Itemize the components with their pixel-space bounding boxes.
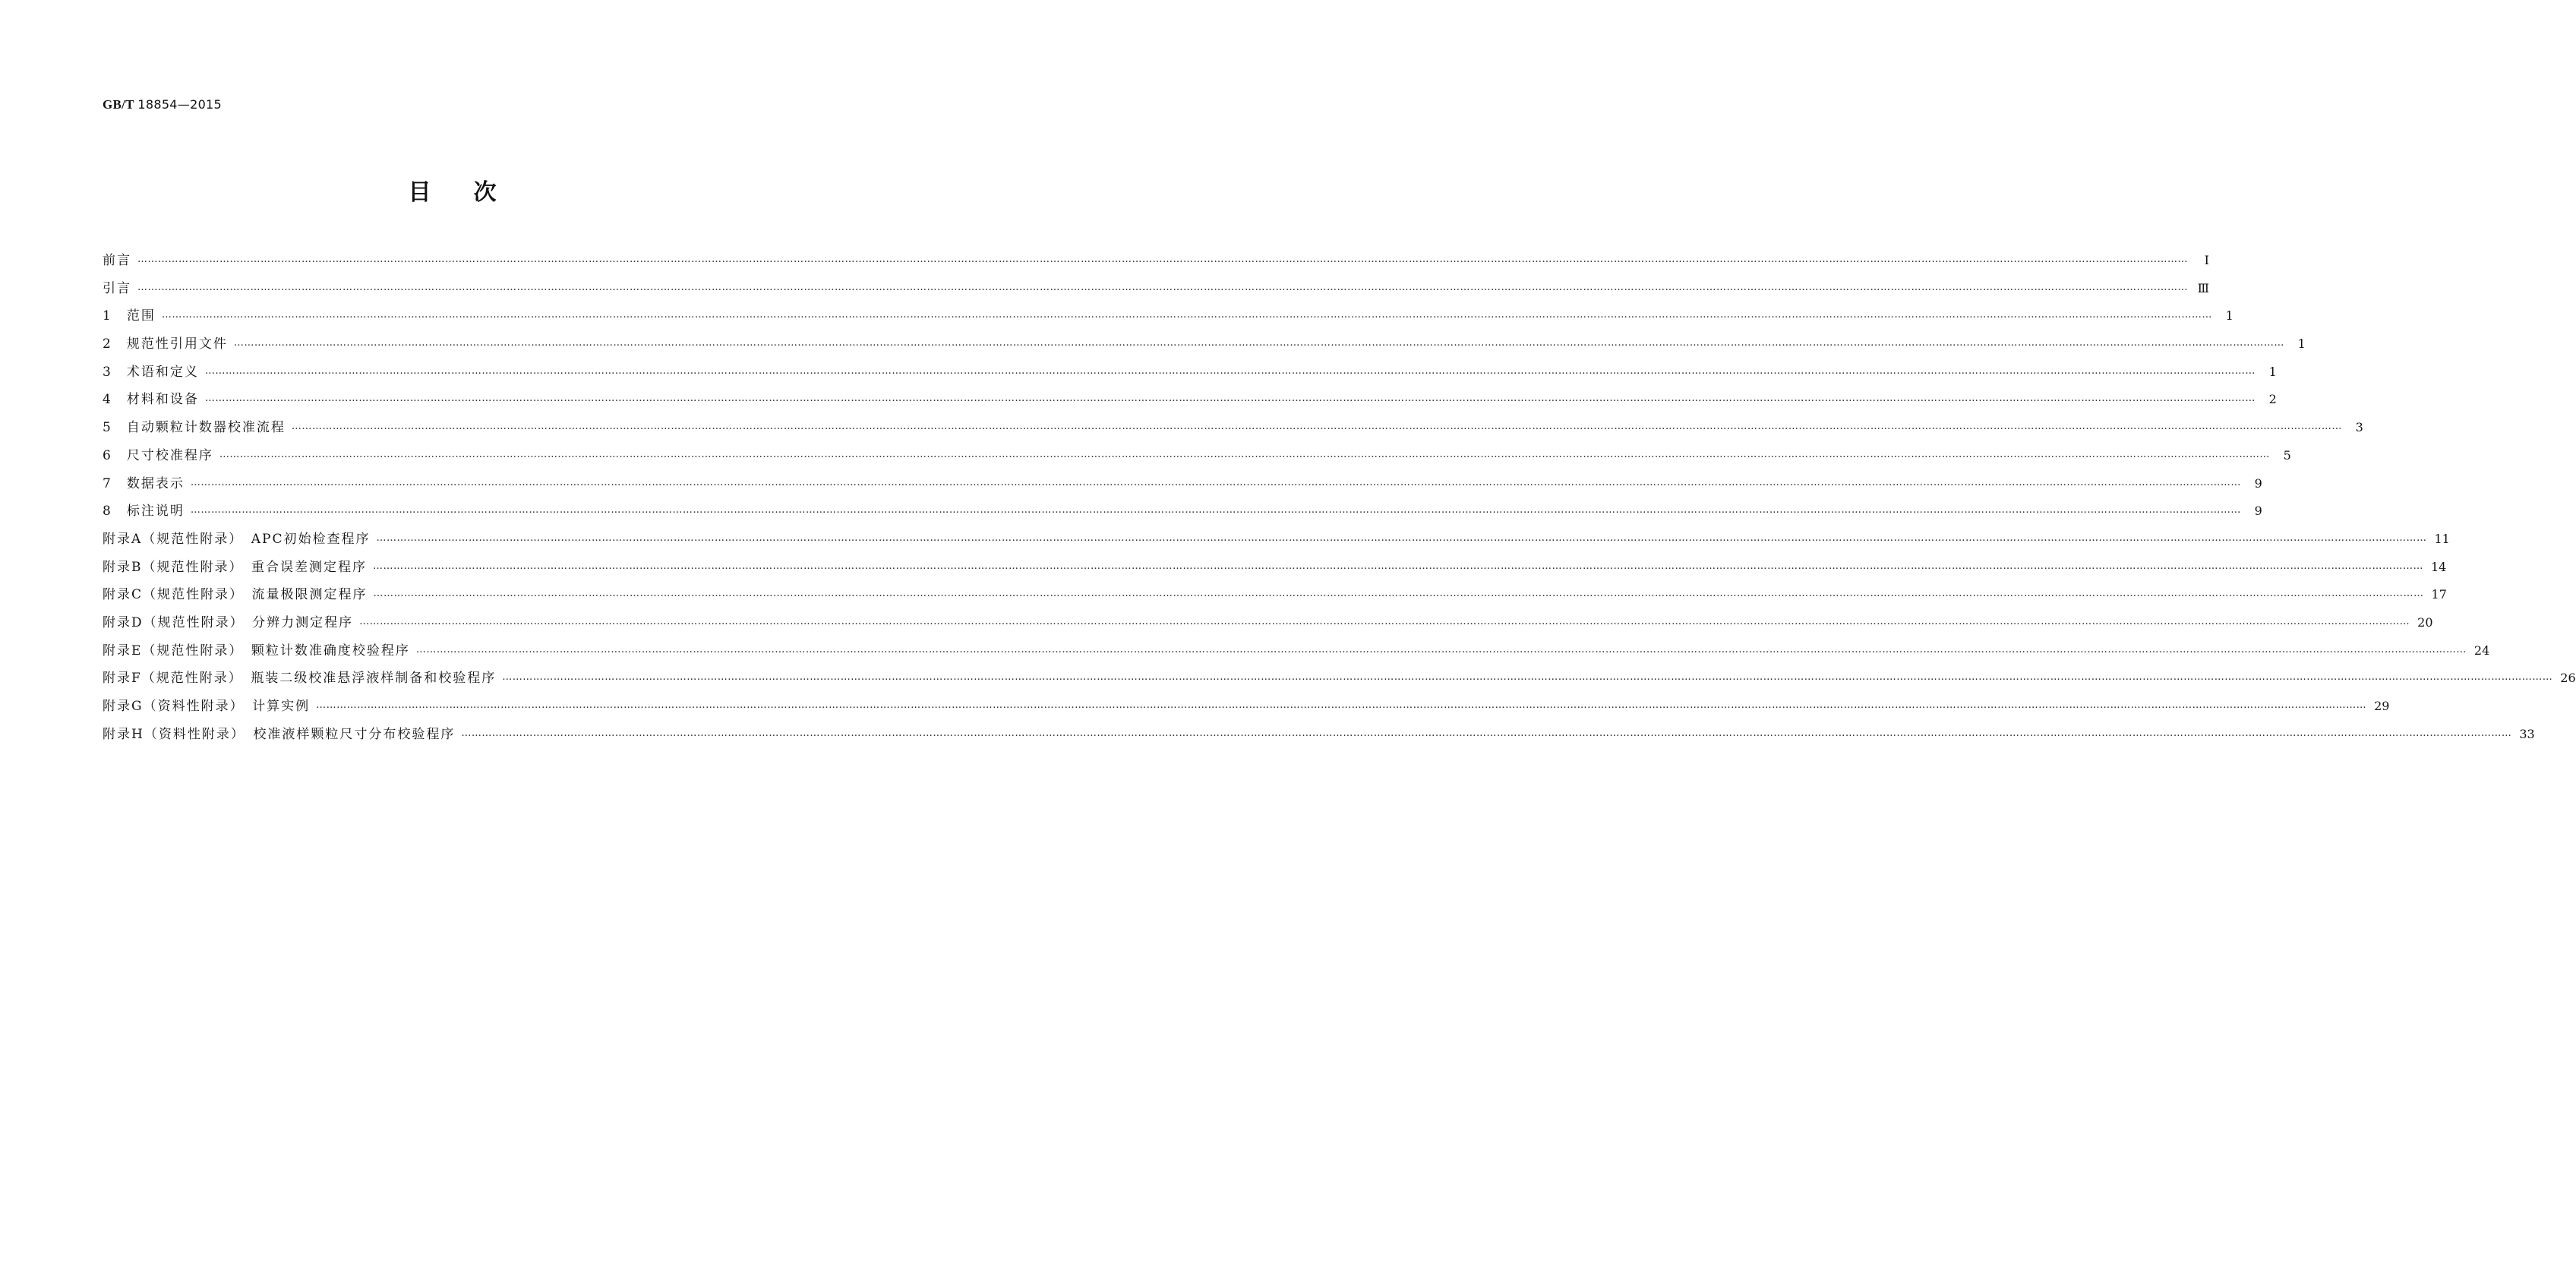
toc-entry-page-number: 17 — [2431, 587, 2447, 602]
toc-entry-label: 附录F（规范性附录） 瓶装二级校准悬浮液样制备和校验程序 — [103, 671, 497, 687]
toc-dot-leader: …………………………………………………………………………………………………………………………………………………………………………………………………………………………………………………………………………………………………………………………………………………………………………………………………………………………………………………………………………………………………………………………………………………… — [376, 532, 2427, 544]
toc-dot-leader: …………………………………………………………………………………………………………………………………………………………………………………………………………………………………………………………………………………………………………………………………………………………………………………………………………………………………………………………………………………………………………………………………………………… — [204, 365, 2256, 377]
toc-entry-label: 8 标注说明 — [103, 504, 185, 519]
toc-entry[interactable] — [103, 640, 2490, 668]
toc-entry-page-number: 29 — [2374, 699, 2390, 713]
toc-entry-label: 前言 — [103, 253, 131, 268]
toc-dot-leader: …………………………………………………………………………………………………………………………………………………………………………………………………………………………………………………………………………………………………………………………………………………………………………………………………………………………………………………………………………………………………………………………………………………… — [415, 643, 2467, 655]
toc-dot-leader: …………………………………………………………………………………………………………………………………………………………………………………………………………………………………………………………………………………………………………………………………………………………………………………………………………………………………………………………………………………………………………………………………………………… — [190, 504, 2241, 516]
toc-entry[interactable] — [103, 305, 2233, 333]
toc-entry[interactable] — [103, 333, 2306, 361]
toc-entry[interactable] — [103, 695, 2390, 723]
toc-entry[interactable] — [103, 528, 2450, 556]
toc-entry-page-number: Ⅲ — [2197, 280, 2209, 295]
toc-dot-leader: …………………………………………………………………………………………………………………………………………………………………………………………………………………………………………………………………………………………………………………………………………………………………………………………………………………………………………………………………………………………………………………………………………………… — [316, 700, 2367, 711]
toc-entry[interactable] — [103, 277, 2209, 305]
toc-entry-page-number: 1 — [2268, 364, 2277, 379]
toc-entry[interactable] — [103, 472, 2262, 501]
toc-entry-label: 附录A（规范性附录） APC初始检查程序 — [103, 531, 371, 547]
toc-entry-label: 附录H（资料性附录） 校准液样颗粒尺寸分布校验程序 — [103, 726, 456, 742]
toc-entry-page-number: 24 — [2473, 643, 2490, 658]
toc-entry-label: 1 范围 — [103, 308, 156, 324]
standard-number: 18854—2015 — [137, 97, 223, 112]
toc-entry-label: 5 自动颗粒计数器校准流程 — [103, 420, 286, 436]
toc-entry-page-number: 26 — [2560, 671, 2576, 686]
toc-entry-page-number: 14 — [2431, 559, 2447, 574]
toc-entry[interactable] — [103, 500, 2262, 528]
toc-entry-label: 附录G（资料性附录） 计算实例 — [103, 699, 311, 714]
toc-entry-label: 4 材料和设备 — [103, 392, 199, 408]
toc-dot-leader: …………………………………………………………………………………………………………………………………………………………………………………………………………………………………………………………………………………………………………………………………………………………………………………………………………………………………………………………………………………………………………………………………………………… — [373, 560, 2423, 572]
toc-entry-label: 附录D（规范性附录） 分辨力测定程序 — [103, 614, 354, 630]
toc-entry-label: 7 数据表示 — [103, 475, 185, 491]
toc-dot-leader: …………………………………………………………………………………………………………………………………………………………………………………………………………………………………………………………………………………………………………………………………………………………………………………………………………………………………………………………………………………………………………………………………………………… — [219, 448, 2270, 460]
toc-entry[interactable] — [103, 388, 2277, 416]
toc-entry-page-number: 33 — [2519, 726, 2535, 741]
toc-entry-page-number: Ⅰ — [2204, 253, 2209, 267]
toc-entry-page-number: 5 — [2283, 447, 2291, 463]
toc-entry-page-number: 11 — [2434, 531, 2450, 546]
toc-entry[interactable] — [103, 249, 2209, 277]
toc-entry-label: 附录C（规范性附录） 流量极限测定程序 — [103, 587, 368, 603]
toc-entry-label: 附录B（规范性附录） 重合误差测定程序 — [103, 559, 367, 575]
toc-dot-leader: …………………………………………………………………………………………………………………………………………………………………………………………………………………………………………………………………………………………………………………………………………………………………………………………………………………………………………………………………………………………………………………………………………………… — [137, 281, 2188, 293]
toc-entry-page-number: 2 — [2268, 392, 2277, 407]
toc-entry[interactable] — [103, 723, 2535, 751]
toc-dot-leader: …………………………………………………………………………………………………………………………………………………………………………………………………………………………………………………………………………………………………………………………………………………………………………………………………………………………………………………………………………………………………………………………………………………… — [233, 337, 2284, 349]
toc-entry-label: 3 术语和定义 — [103, 364, 199, 380]
standard-prefix: GB/T — [103, 97, 134, 112]
toc-dot-leader: …………………………………………………………………………………………………………………………………………………………………………………………………………………………………………………………………………………………………………………………………………………………………………………………………………………………………………………………………………………………………………………………………………………… — [359, 615, 2410, 627]
toc-entry[interactable] — [103, 444, 2291, 472]
toc-dot-leader: …………………………………………………………………………………………………………………………………………………………………………………………………………………………………………………………………………………………………………………………………………………………………………………………………………………………………………………………………………………………………………………………………………………… — [137, 254, 2188, 265]
page-title: 目次 — [408, 179, 539, 206]
toc-dot-leader: …………………………………………………………………………………………………………………………………………………………………………………………………………………………………………………………………………………………………………………………………………………………………………………………………………………………………………………………………………………………………………………………………………………… — [291, 421, 2342, 433]
toc-entry[interactable] — [103, 667, 2576, 695]
toc-entry[interactable] — [103, 556, 2447, 584]
table-of-contents — [103, 249, 2576, 750]
toc-entry-page-number: 20 — [2417, 614, 2433, 630]
toc-dot-leader: …………………………………………………………………………………………………………………………………………………………………………………………………………………………………………………………………………………………………………………………………………………………………………………………………………………………………………………………………………………………………………………………………………………… — [161, 309, 2212, 321]
toc-dot-leader: …………………………………………………………………………………………………………………………………………………………………………………………………………………………………………………………………………………………………………………………………………………………………………………………………………………………………………………………………………………………………………………………………………………… — [204, 393, 2256, 405]
toc-entry[interactable] — [103, 361, 2277, 389]
toc-entry[interactable] — [103, 416, 2363, 444]
toc-entry-page-number: 1 — [2297, 336, 2306, 352]
toc-entry[interactable] — [103, 583, 2447, 611]
toc-entry-label: 6 尺寸校准程序 — [103, 447, 213, 463]
toc-dot-leader: …………………………………………………………………………………………………………………………………………………………………………………………………………………………………………………………………………………………………………………………………………………………………………………………………………………………………………………………………………………………………………………………………………………… — [190, 476, 2241, 488]
toc-entry-label: 2 规范性引用文件 — [103, 336, 228, 352]
toc-dot-leader: …………………………………………………………………………………………………………………………………………………………………………………………………………………………………………………………………………………………………………………………………………………………………………………………………………………………………………………………………………………………………………………………………………………… — [461, 727, 2512, 739]
toc-entry-label: 附录E（规范性附录） 颗粒计数准确度校验程序 — [103, 643, 410, 658]
toc-dot-leader: …………………………………………………………………………………………………………………………………………………………………………………………………………………………………………………………………………………………………………………………………………………………………………………………………………………………………………………………………………………………………………………………………………………… — [502, 671, 2553, 684]
toc-entry-page-number: 9 — [2254, 504, 2262, 519]
document-id — [103, 97, 222, 112]
toc-entry[interactable] — [103, 611, 2433, 640]
toc-entry-page-number: 3 — [2355, 420, 2363, 435]
toc-dot-leader: …………………………………………………………………………………………………………………………………………………………………………………………………………………………………………………………………………………………………………………………………………………………………………………………………………………………………………………………………………………………………………………………………………………… — [373, 588, 2424, 600]
toc-entry-label: 引言 — [103, 280, 131, 296]
toc-entry-page-number: 9 — [2254, 475, 2262, 491]
toc-entry-page-number: 1 — [2225, 308, 2233, 324]
